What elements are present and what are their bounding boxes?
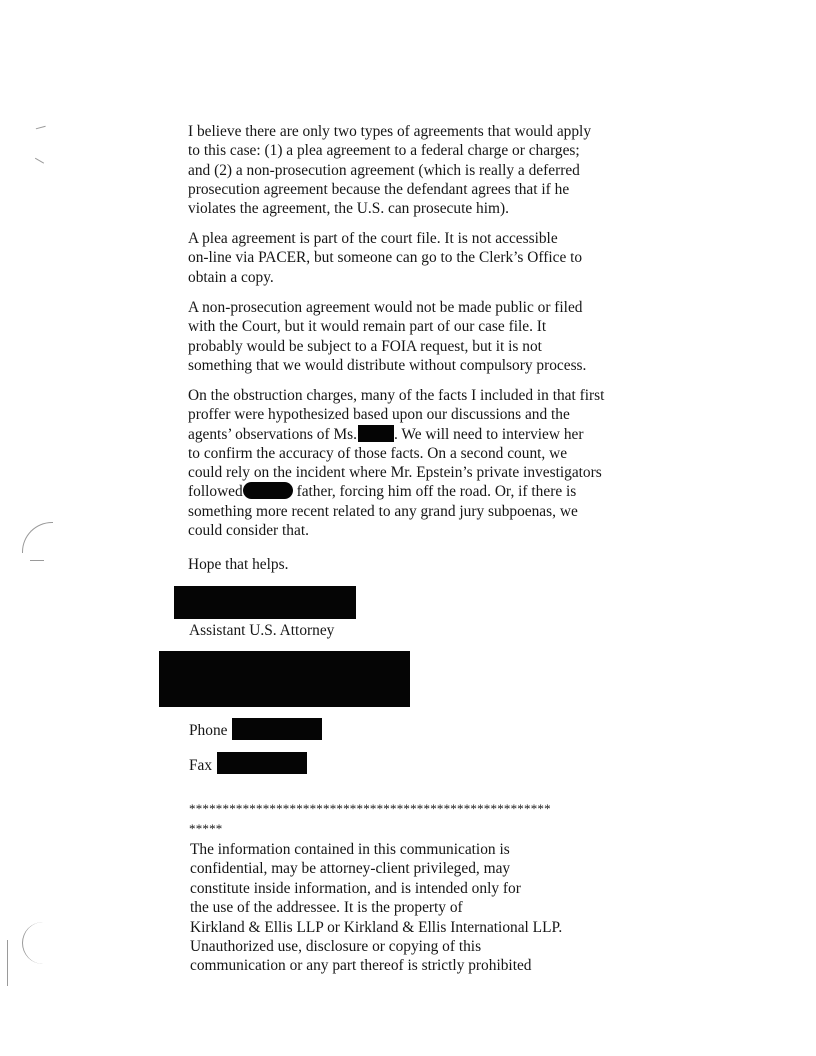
scan-mark — [30, 560, 44, 563]
scan-mark — [34, 158, 44, 166]
text-line — [188, 425, 648, 444]
text-line: on-line via PACER, but someone can go to the Clerk’s Office to — [188, 249, 583, 267]
redaction-block-signature-name — [174, 586, 356, 619]
text-line: Unauthorized use, disclosure or copying of this — [190, 938, 482, 956]
scan-mark — [7, 940, 9, 986]
text-line: I believe there are only two types of agreements that would apply — [188, 123, 592, 140]
text-line: The information contained in this communication is — [190, 841, 510, 858]
text-line: to this case: (1) a plea agreement to a federal charge or charges; — [188, 142, 580, 160]
confidentiality-disclaimer — [190, 840, 630, 976]
text-line: could rely on the incident where Mr. Epstein’s private investigators — [188, 464, 602, 482]
text-line: A plea agreement is part of the court file. It is not accessible — [188, 230, 558, 247]
text-line: prosecution agreement because the defendant agrees that if he — [188, 180, 570, 198]
paragraph-agreement-types — [188, 122, 648, 218]
redaction-block-address — [159, 651, 410, 707]
phone-label: Phone — [189, 722, 228, 739]
text-line: something more recent related to any grand jury subpoenas, we — [188, 502, 578, 520]
redaction-block-fax — [217, 752, 307, 774]
text-line: On the obstruction charges, many of the facts I included in that first — [188, 387, 605, 404]
text-line: Hope that helps. — [188, 556, 289, 573]
redaction-block — [243, 482, 293, 499]
text-line: something that we would distribute without compulsory process. — [188, 356, 587, 374]
redaction-block-phone — [232, 718, 322, 740]
text-line: violates the agreement, the U.S. can prosecute him). — [188, 200, 509, 218]
text-line: with the Court, but it would remain part of our case file. It — [188, 318, 547, 336]
text-line: constitute inside information, and is intended only for — [190, 879, 521, 897]
scan-mark — [36, 126, 46, 131]
text-line: A non-prosecution agreement would not be made public or filed — [188, 299, 583, 316]
text-line: obtain a copy. — [188, 268, 274, 286]
text-line: probably would be subject to a FOIA request, but it is not — [188, 337, 542, 355]
paragraph-non-prosecution — [188, 298, 648, 375]
scan-mark — [22, 922, 51, 964]
text-line: could consider that. — [188, 522, 309, 540]
text-line: to confirm the accuracy of those facts. On a second count, we — [188, 444, 568, 462]
fax-label: Fax — [189, 757, 213, 774]
text-fragment: father, forcing him off the road. Or, if there is — [292, 483, 577, 501]
separator-stars: ****************************************************** — [189, 801, 551, 816]
text-line: Kirkland & Ellis LLP or Kirkland & Ellis International LLP. — [190, 918, 563, 936]
text-fragment: . We will need to interview her — [393, 425, 584, 443]
signature-title: Assistant U.S. Attorney — [189, 622, 335, 639]
text-fragment: followed — [188, 483, 243, 501]
text-line: communication or any part thereof is strictly prohibited — [190, 957, 532, 975]
redaction-block — [358, 425, 394, 442]
paragraph-obstruction — [188, 386, 648, 540]
scan-mark — [22, 522, 53, 553]
separator-stars-continued: ***** — [189, 821, 223, 836]
text-line: confidential, may be attorney-client privileged, may — [190, 860, 511, 878]
text-line — [188, 482, 648, 501]
text-line: and (2) a non-prosecution agreement (which is really a deferred — [188, 161, 580, 179]
paragraph-plea-agreement — [188, 229, 648, 287]
text-line: the use of the addressee. It is the property of — [190, 899, 463, 917]
text-line: proffer were hypothesized based upon our discussions and the — [188, 406, 570, 424]
closing-line — [188, 555, 648, 574]
text-fragment: agents’ observations of Ms. — [188, 425, 357, 443]
